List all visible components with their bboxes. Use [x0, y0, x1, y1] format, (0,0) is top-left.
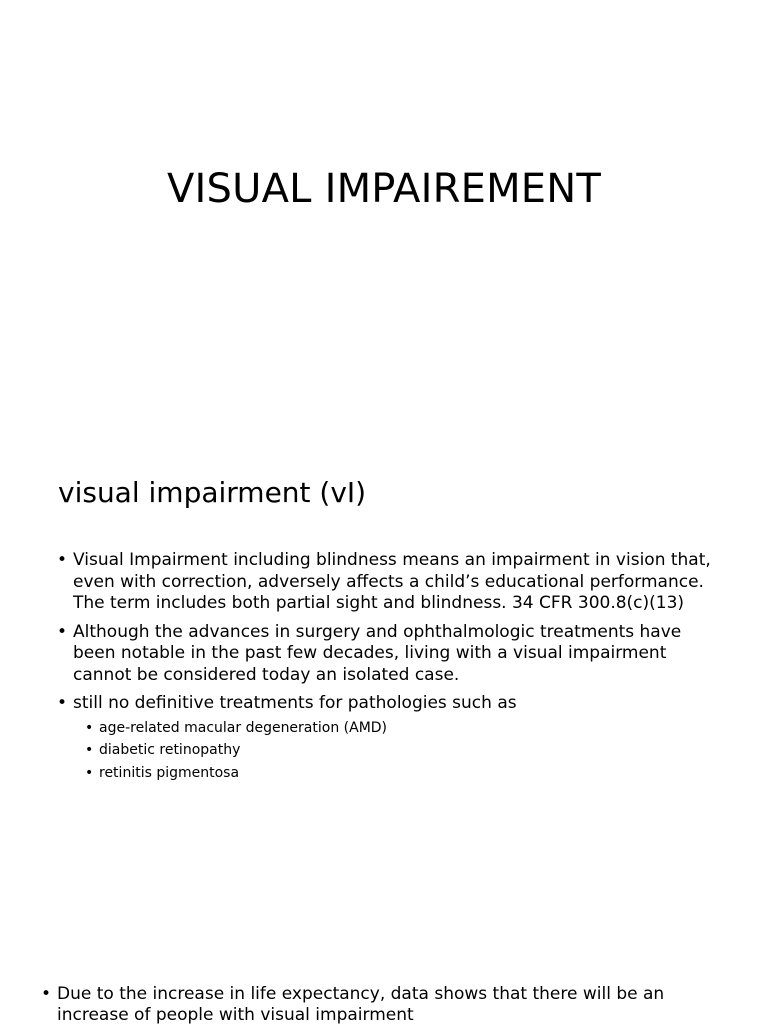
slide-title: VISUAL IMPAIREMENT [166, 166, 602, 212]
sub-bullet-item: • age-related macular degeneration (AMD) [73, 717, 720, 740]
bullet-text: • Due to the increase in life expectancy, data shows that there will be an increase of people with visual impairment [57, 984, 665, 1024]
slide-heading: visual impairment (vI) [58, 476, 367, 509]
bullet-item [40, 984, 740, 1024]
bullet-list [40, 984, 740, 1024]
bullet-item [56, 693, 720, 784]
bullet-text: • still no definitive treatments for pathologies such as [73, 693, 517, 713]
sub-bullet-item: • diabetic retinopathy [73, 739, 720, 762]
sub-bullet-item: • retinitis pigmentosa [73, 762, 720, 785]
bullet-list [56, 550, 720, 791]
content-slide [0, 440, 768, 970]
bullet-item [56, 622, 720, 687]
bullet-text: • Visual Impairment including blindness means an impairment in vision that, even with correction, adversely affects a child’s educational performance. The term includes both partial sight and blindness. 34 CFR 300.8(c)(13) [73, 550, 711, 613]
bullet-item [56, 550, 720, 615]
sub-bullet-list [73, 717, 720, 785]
title-slide [0, 0, 768, 440]
content-slide [0, 970, 768, 1024]
bullet-text: • Although the advances in surgery and ophthalmologic treatments have been notable in the past few decades, living with a visual impairment cannot be considered today an isolated case. [73, 621, 682, 685]
